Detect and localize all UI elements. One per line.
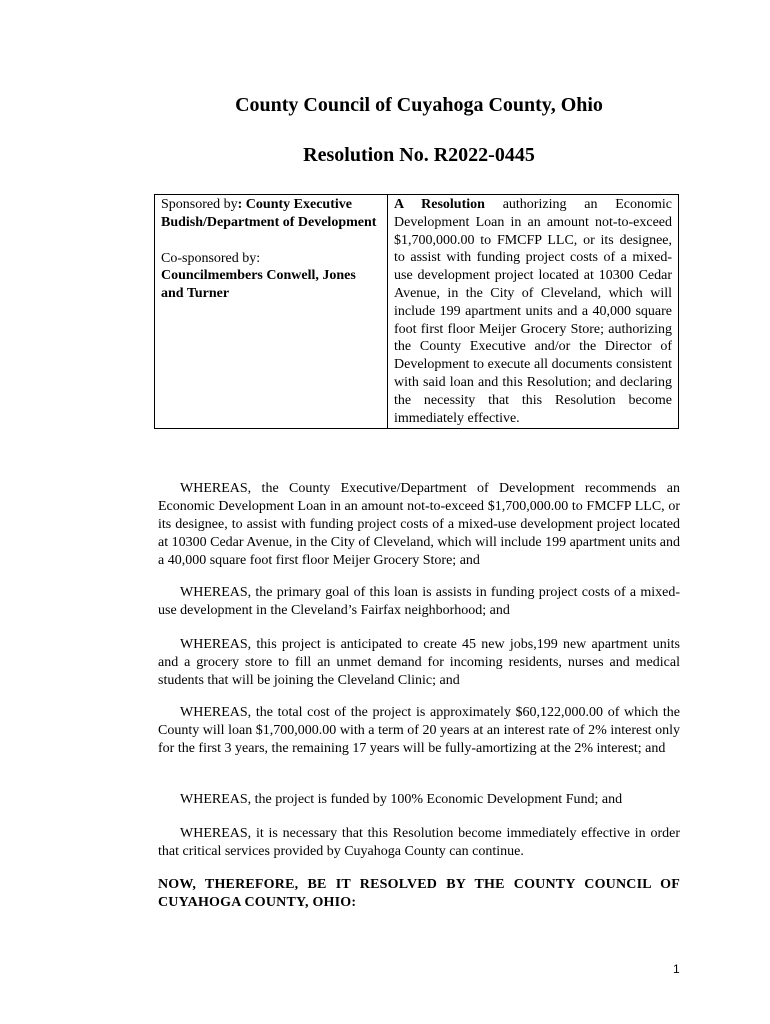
resolved-now: NOW, THEREFORE xyxy=(158,877,295,892)
cosponsored-names: Councilmembers Conwell, Jones and Turner xyxy=(161,268,356,302)
document-title: County Council of Cuyahoga County, Ohio xyxy=(235,94,603,116)
whereas-text: WHEREAS, the County Executive/Department of Development recommends an Economic Development Loan in an amount not-to-exceed $1,700,000.00 to FMCFP LLC, or its designee, to assist with funding project costs of a mixed-use development project located at 10300 Cedar Avenue, in the City of Cleveland, which will include 199 apartment units and a 40,000 square foot first floor Meijer Grocery Store; and xyxy=(158,481,680,568)
whereas-paragraph xyxy=(158,825,680,861)
whereas-paragraph xyxy=(158,636,680,690)
page-number: 1 xyxy=(673,962,680,976)
whereas-text: WHEREAS, the total cost of the project is approximately $60,122,000.00 of which the County will loan $1,700,000.00 with a term of 20 years at an interest rate of 2% interest only for the first 3 years, the remaining 17 years will be fully-amortizing at the 2% interest; and xyxy=(158,705,680,756)
whereas-paragraph xyxy=(158,480,680,570)
resolved-rest: , BE IT RESOLVED BY THE COUNTY COUNCIL OF CUYAHOGA COUNTY, OHIO: xyxy=(158,877,681,910)
summary-cell xyxy=(388,195,679,429)
whereas-text: WHEREAS, it is necessary that this Resolution become immediately effective in order that critical services provided by Cuyahoga County can continue. xyxy=(158,826,680,859)
resolution-summary xyxy=(394,196,672,427)
sponsored-by xyxy=(161,196,381,232)
summary-text: authorizing an Economic Development Loan in an amount not-to-exceed $1,700,000.00 to FMCFP LLC, or its designee, to assist with funding project costs of a mixed-use development project located at 10300 Cedar Avenue, in the City of Cleveland, which will include 199 apartment units and a 40,000 square foot first floor Meijer Grocery Store; authorizing the County Executive and/or the Director of Development to execute all documents consistent with said loan and this Resolution; and declaring the necessity that this Resolution become immediately effective. xyxy=(394,197,673,426)
whereas-text: WHEREAS, the primary goal of this loan is assists in funding project costs of a mixed-use development in the Cleveland’s Fairfax neighborhood; and xyxy=(158,585,680,618)
sponsored-label: Sponsored by xyxy=(161,197,238,212)
whereas-text: WHEREAS, the project is funded by 100% Economic Development Fund; and xyxy=(180,792,623,807)
sponsored-colon: : xyxy=(237,197,246,212)
sponsor-summary-table xyxy=(154,194,679,429)
resolution-number: Resolution No. R2022-0445 xyxy=(303,144,535,166)
sponsor-cell xyxy=(155,195,388,429)
resolved-clause xyxy=(158,876,680,912)
whereas-paragraph xyxy=(158,704,680,758)
cosponsored-label: Co-sponsored by: xyxy=(161,250,261,266)
summary-lead: A Resolution xyxy=(394,197,485,212)
whereas-paragraph xyxy=(158,791,680,809)
whereas-text: WHEREAS, this project is anticipated to create 45 new jobs,199 new apartment units and a grocery store to fill an unmet demand for incoming residents, nurses and medical students that will be joining the Cleveland Clinic; and xyxy=(158,637,680,688)
whereas-paragraph xyxy=(158,584,680,620)
sponsored-names: County Executive Budish/Department of Development xyxy=(161,197,377,230)
